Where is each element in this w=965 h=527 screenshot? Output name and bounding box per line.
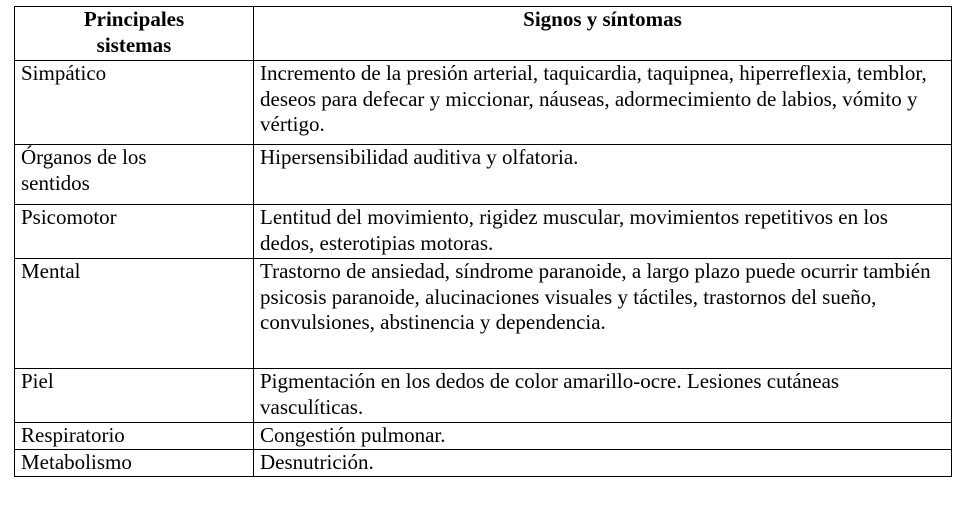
system-cell: Metabolismo <box>15 450 254 477</box>
system-cell: Respiratorio <box>15 423 254 450</box>
table-row <box>15 423 952 450</box>
symptoms-text: Trastorno de ansiedad, síndrome paranoide, a largo plazo puede ocurrir también psicosis paranoide, alucinaciones visuales y táctiles, trastornos del sueño, convulsiones, abstinencia y dependencia. <box>260 259 931 334</box>
table-row <box>15 205 952 259</box>
header-symptoms-label: Signos y síntomas <box>523 7 682 31</box>
symptoms-cell <box>254 259 952 369</box>
symptoms-table <box>14 6 952 477</box>
header-systems <box>15 7 254 61</box>
system-text: Órganos de los sentidos <box>21 145 147 195</box>
table-row <box>15 369 952 423</box>
table-row <box>15 259 952 369</box>
symptoms-text: Desnutrición. <box>260 450 374 474</box>
table-header-row <box>15 7 952 61</box>
symptoms-text: Incremento de la presión arterial, taquicardia, taquipnea, hiperreflexia, temblor, deseos para defecar y miccionar, náuseas, adormecimiento de labios, vómito y vértigo. <box>260 61 927 136</box>
table-row <box>15 61 952 145</box>
table-row <box>15 450 952 477</box>
system-cell <box>15 145 254 205</box>
symptoms-cell <box>254 61 952 145</box>
header-symptoms <box>254 7 952 61</box>
symptoms-cell <box>254 369 952 423</box>
symptoms-cell <box>254 145 952 205</box>
symptoms-text: Lentitud del movimiento, rigidez muscular, movimientos repetitivos en los dedos, esterotipias motoras. <box>260 205 888 255</box>
symptoms-text: Pigmentación en los dedos de color amarillo-ocre. Lesiones cutáneas vasculíticas. <box>260 369 840 419</box>
system-cell: Psicomotor <box>15 205 254 259</box>
system-cell: Mental <box>15 259 254 369</box>
system-cell: Piel <box>15 369 254 423</box>
symptoms-text: Congestión pulmonar. <box>260 423 446 447</box>
symptoms-text: Hipersensibilidad auditiva y olfatoria. <box>260 145 579 169</box>
symptoms-cell <box>254 423 952 450</box>
header-systems-label: Principales sistemas <box>83 7 185 57</box>
symptoms-cell <box>254 450 952 477</box>
symptoms-cell <box>254 205 952 259</box>
system-cell: Simpático <box>15 61 254 145</box>
table-row <box>15 145 952 205</box>
